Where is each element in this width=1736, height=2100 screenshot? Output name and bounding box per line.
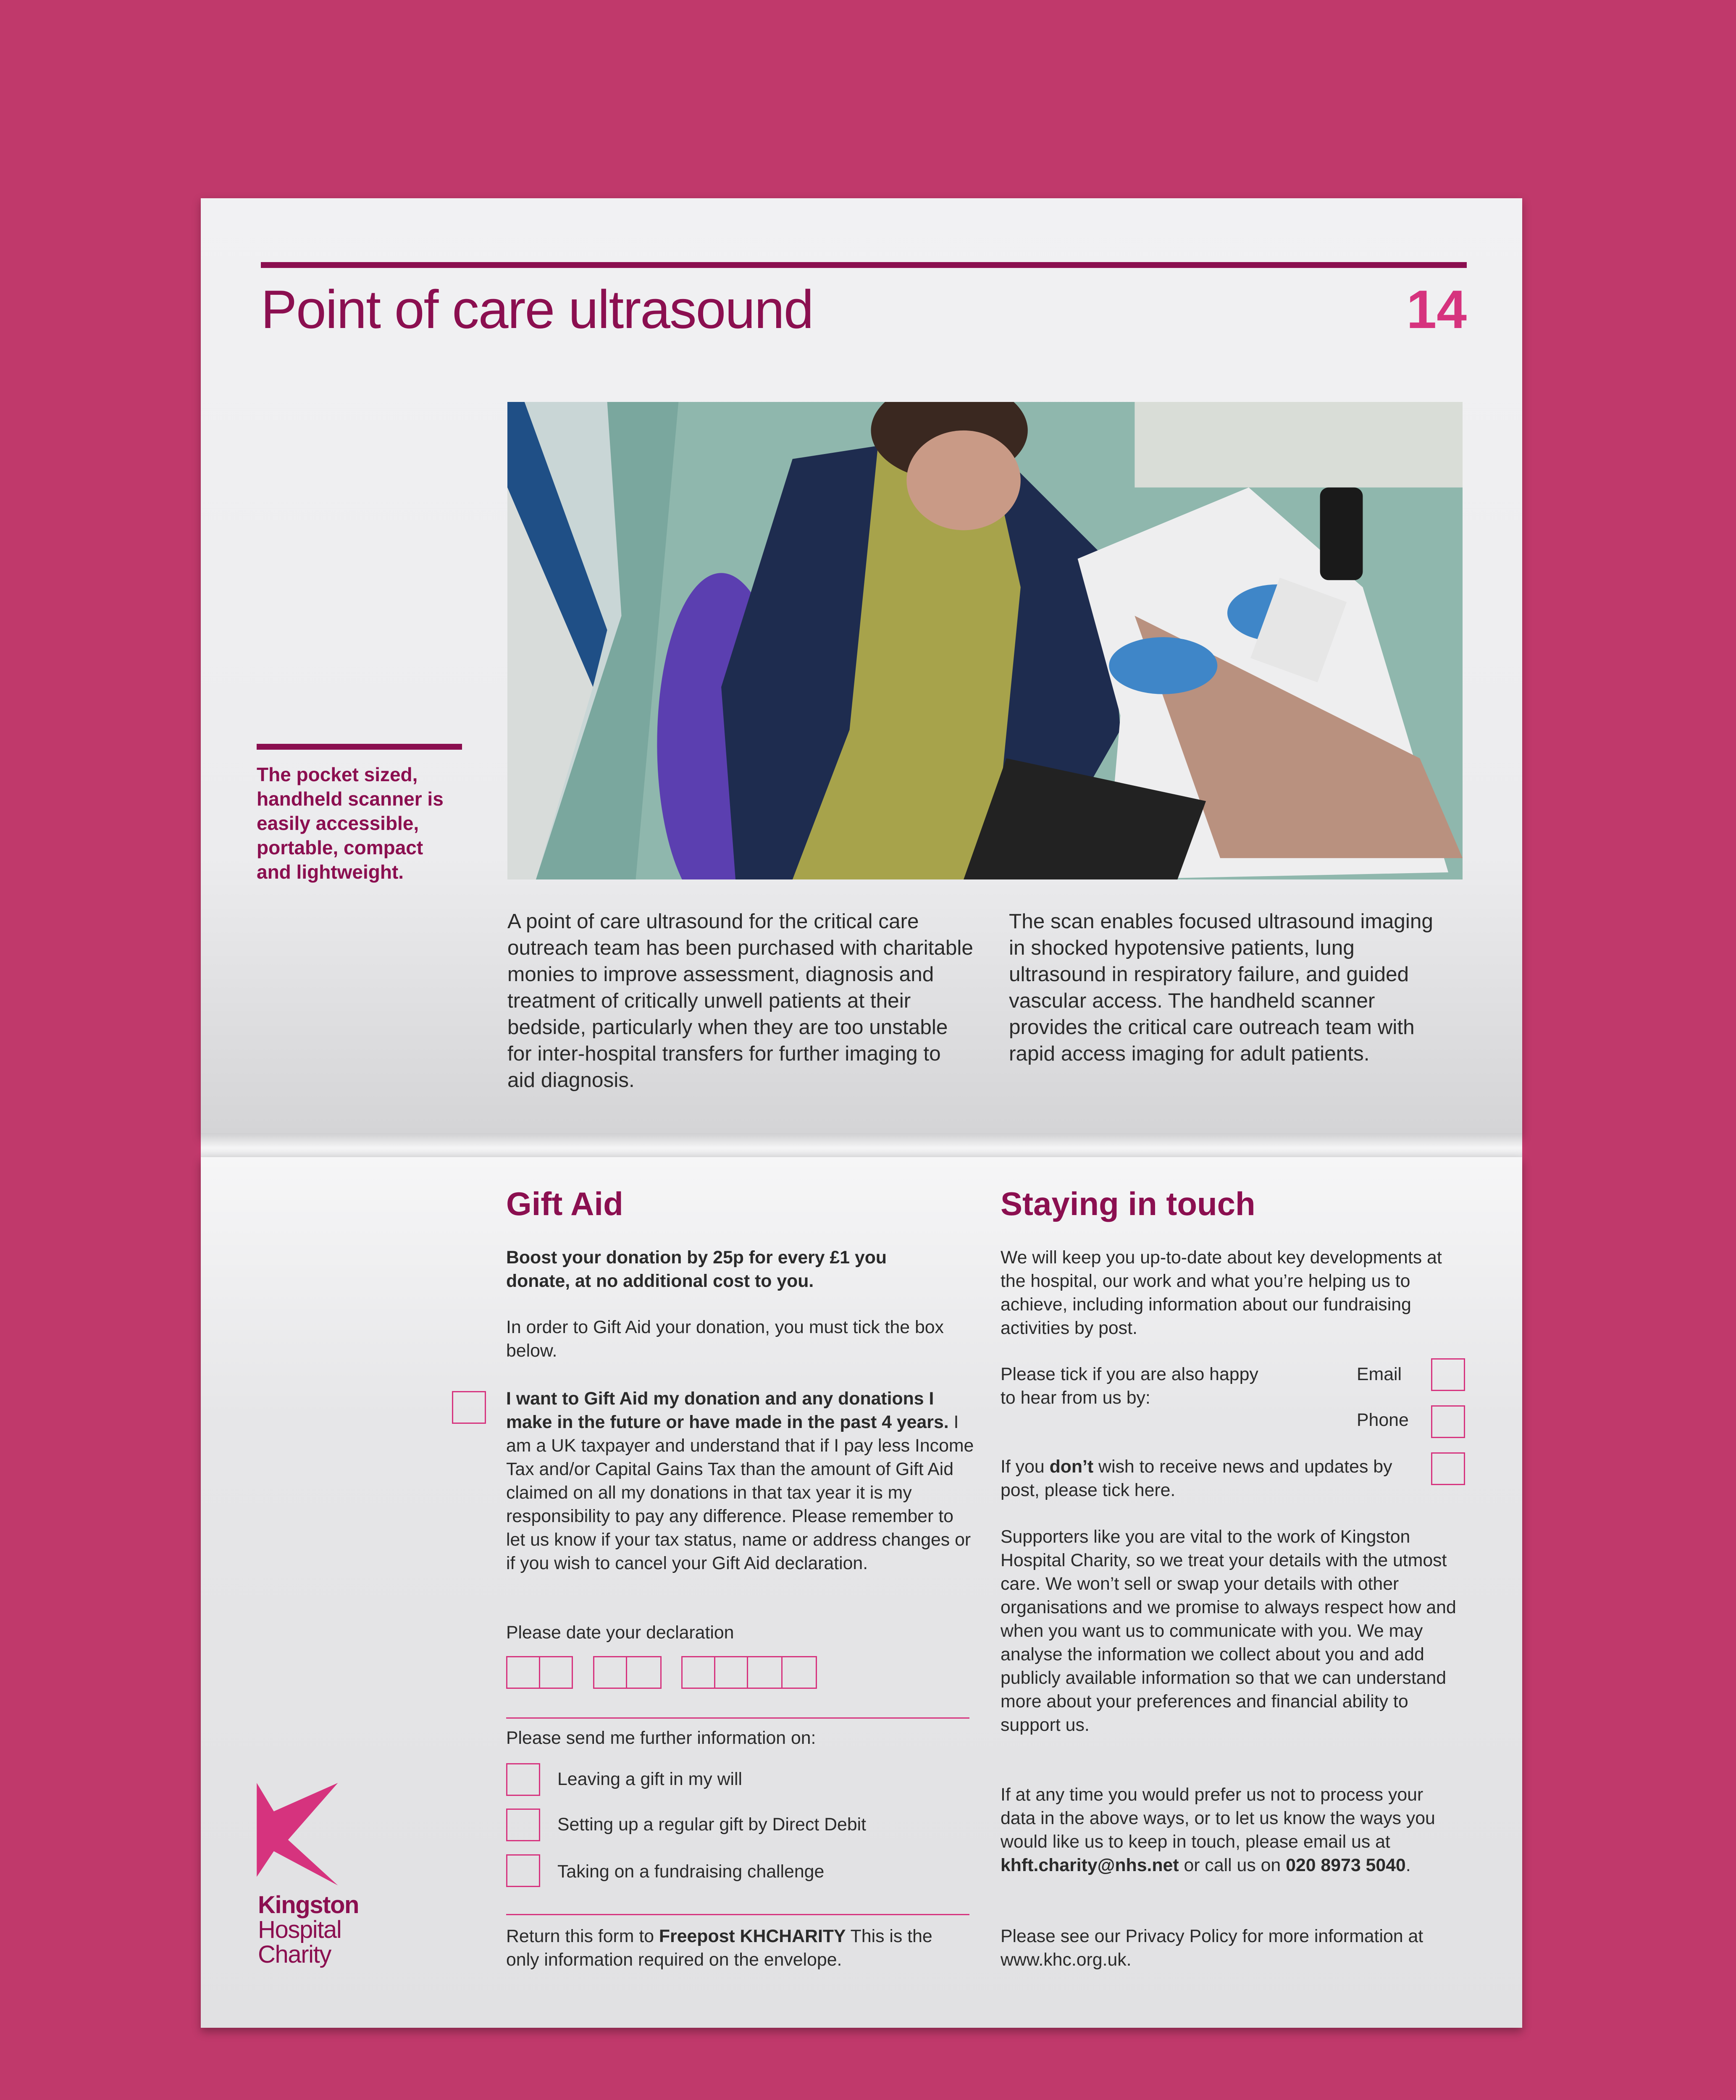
page-title: Point of care ultrasound bbox=[261, 279, 813, 340]
gift-aid-heading: Gift Aid bbox=[506, 1185, 623, 1222]
logo-hospital: Hospital bbox=[258, 1916, 341, 1943]
divider bbox=[506, 1717, 969, 1719]
staying-in-touch-intro: We will keep you up-to-date about key developments at the hospital, our work and what you’re helping us to achieve, including information about our fundraising activities by post. bbox=[1001, 1247, 1442, 1338]
gift-aid-declaration bbox=[506, 1387, 977, 1575]
return-text: This is the only information required on the envelope. bbox=[506, 1926, 932, 1970]
logo-charity: Charity bbox=[258, 1941, 331, 1968]
gift-aid-checkbox[interactable] bbox=[452, 1391, 486, 1424]
contact-statement bbox=[1001, 1783, 1463, 1877]
date-day-digit-1[interactable] bbox=[506, 1656, 540, 1689]
date-label: Please date your declaration bbox=[506, 1622, 734, 1643]
email-checkbox[interactable] bbox=[1431, 1358, 1465, 1391]
phone-label: Phone bbox=[1357, 1410, 1409, 1430]
option-checkbox-challenge[interactable] bbox=[506, 1854, 540, 1887]
declaration-text: I am a UK taxpayer and understand that if I pay less Income Tax and/or Capital Gains Tax than the amount of Gift Aid claimed on all my donations in that tax year it is my responsibility to pay any difference. Please remember to let us know if your tax status, name or address changes or if you wish to cancel your Gift Aid declaration. bbox=[506, 1412, 974, 1573]
freepost-address: Freepost KHCHARITY bbox=[659, 1926, 846, 1946]
option-label-will: Leaving a gift in my will bbox=[557, 1769, 743, 1789]
option-checkbox-will[interactable] bbox=[506, 1763, 540, 1796]
logo-kingston: Kingston bbox=[258, 1891, 359, 1919]
post-opt-out-checkbox[interactable] bbox=[1431, 1452, 1465, 1485]
date-year-digit-1[interactable] bbox=[681, 1656, 715, 1689]
divider bbox=[506, 1914, 969, 1915]
privacy-policy-note: Please see our Privacy Policy for more information at www.khc.org.uk. bbox=[1001, 1926, 1423, 1970]
privacy-statement: Supporters like you are vital to the work of Kingston Hospital Charity, so we treat your details with the utmost care. We won’t sell or swap your details with other organisations and we promise to always respect how and when you want us to communicate with you. We may analyse the information we collect about you and add publicly available information so that we can understand more about your preferences and financial ability to support us. bbox=[1001, 1527, 1456, 1735]
date-year-digit-3[interactable] bbox=[747, 1656, 783, 1689]
date-month-digit-2[interactable] bbox=[626, 1656, 662, 1689]
opt-out-text: wish to receive news and updates by post, please tick here. bbox=[1001, 1457, 1392, 1500]
option-label-challenge: Taking on a fundraising challenge bbox=[557, 1861, 825, 1882]
further-info-label: Please send me further information on: bbox=[506, 1728, 816, 1748]
opt-out-text: If you bbox=[1001, 1457, 1050, 1477]
article-column-2: The scan enables focused ultrasound imaging in shocked hypotensive patients, lung ultrasound in respiratory failure, and guided vascular access. The handheld scanner provides the critical care outreach team with rapid access imaging for adult patients. bbox=[1009, 910, 1433, 1065]
page-number: 14 bbox=[1406, 279, 1467, 340]
declaration-bold: I want to Gift Aid my donation and any donations I make in the future or have made in the past 4 years. bbox=[506, 1389, 949, 1432]
contact-text: . bbox=[1405, 1855, 1411, 1875]
header-rule bbox=[261, 262, 1467, 268]
article-column-1: A point of care ultrasound for the critical care outreach team has been purchased with charitable monies to improve assessment, diagnosis and treatment of critically unwell patients at their bedside, particularly when they are too unstable for inter-hospital transfers for further imaging to aid diagnosis. bbox=[507, 910, 973, 1092]
kingston-k-logo-icon bbox=[257, 1783, 339, 1885]
caption-rule bbox=[257, 744, 462, 750]
phone-checkbox[interactable] bbox=[1431, 1405, 1465, 1438]
date-month-digit-1[interactable] bbox=[593, 1656, 627, 1689]
date-year-digit-2[interactable] bbox=[714, 1656, 748, 1689]
return-text: Return this form to bbox=[506, 1926, 659, 1946]
gift-aid-instruction: In order to Gift Aid your donation, you must tick the box below. bbox=[506, 1317, 944, 1361]
ultrasound-photo bbox=[507, 402, 1463, 879]
contact-text: or call us on bbox=[1179, 1855, 1286, 1875]
email-label: Email bbox=[1357, 1364, 1402, 1384]
logo-wordmark bbox=[258, 1893, 359, 1967]
charity-email-link[interactable]: khft.charity@nhs.net bbox=[1001, 1855, 1179, 1875]
post-opt-out-label bbox=[1001, 1455, 1427, 1502]
staying-in-touch-heading: Staying in touch bbox=[1001, 1185, 1255, 1222]
gift-aid-boost: Boost your donation by 25p for every £1 you donate, at no additional cost to you. bbox=[506, 1247, 887, 1291]
opt-out-bold: don’t bbox=[1049, 1457, 1094, 1477]
option-checkbox-direct-debit[interactable] bbox=[506, 1809, 540, 1841]
option-label-direct-debit: Setting up a regular gift by Direct Debit bbox=[557, 1814, 867, 1835]
date-year-digit-4[interactable] bbox=[781, 1656, 817, 1689]
date-day-digit-2[interactable] bbox=[539, 1656, 573, 1689]
return-instructions bbox=[506, 1924, 968, 1971]
charity-phone: 020 8973 5040 bbox=[1286, 1855, 1406, 1875]
photo-caption: The pocket sized, handheld scanner is easily accessible, portable, compact and lightweight. bbox=[257, 764, 444, 883]
binding-fold bbox=[201, 1133, 1522, 1158]
contact-preference-label: Please tick if you are also happy to hear from us by: bbox=[1001, 1364, 1258, 1408]
contact-text: If at any time you would prefer us not to process your data in the above ways, or to let us know the ways you would like us to keep in touch, please email us at bbox=[1001, 1785, 1435, 1852]
